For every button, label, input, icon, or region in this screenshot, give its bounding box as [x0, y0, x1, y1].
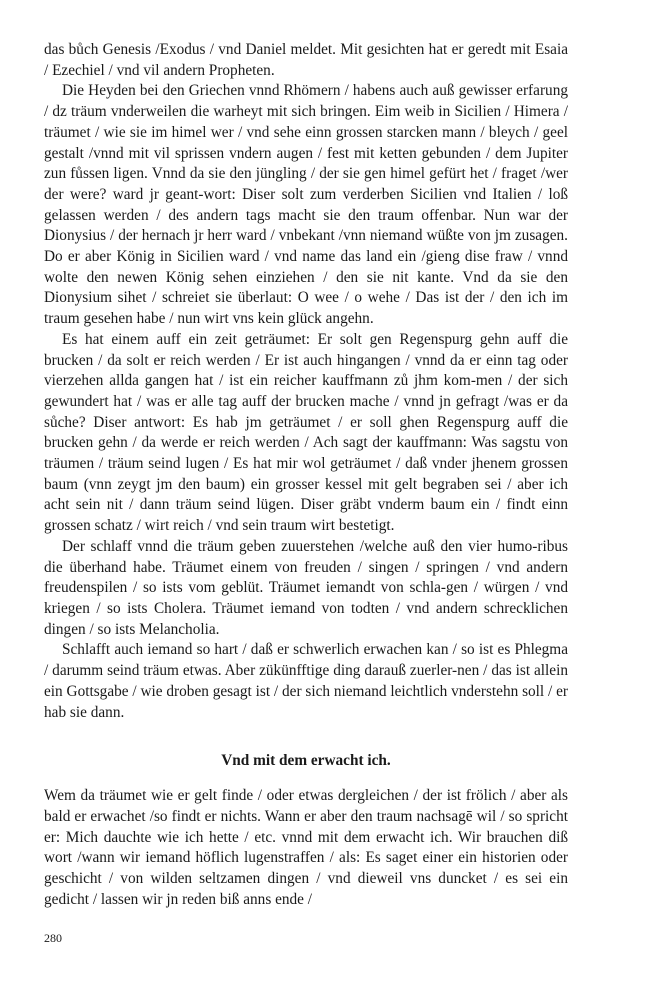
paragraph-humores: Der schlaff vnnd die träum geben zuuerstehen /welche auß den vier humo-ribus die überhand habe. Träumet einem von freuden / singen / springen / vnd andern freudenspilen / so ists vom geblüt. Träumet iemandt von schla-gen / würgen / vnd kriegen / so ists Cholera. Träumet iemand von todten / vnd andern schrecklichen dingen / so ists Melancholia. [44, 537, 568, 638]
paragraph-intro: das bůch Genesis /Exodus / vnd Daniel meldet. Mit gesichten hat er geredt mit Esaia / Ezechiel / vnd vil andern Propheten. [44, 41, 568, 79]
section-heading: Vnd mit dem erwacht ich. [221, 752, 391, 770]
paragraph-phlegma: Schlafft auch iemand so hart / daß er schwerlich erwachen kan / so ist es Phlegma / darumm seind träum etwas. Aber zükünfftige ding darauß zuerler-nen / das ist allein ein Gottsgabe / wie droben gesagt ist / der sich niemand leichtlich vnderstehn soll / er hab sie dann. [44, 641, 568, 721]
paragraph-erwacht: Wem da träumet wie er gelt finde / oder etwas dergleichen / der ist frölich / aber als bald er erwachet /so findt er nichts. Wann er aber den traum nachsagē wil / so spricht er: Mich dauchte wie ich hette / etc. vnnd mit dem erwacht ich. Wir brauchen diß wort /wann wir iemand höflich lugenstraffen / als: Es saget einer ein historien oder geschicht / von wilden seltzamen dingen / vnd dieweil vns duncket / es sei ein gedicht / lassen wir jn reden biß anns ende / [44, 787, 568, 908]
page-number: 280 [44, 931, 62, 945]
paragraph-regenspurg: Es hat einem auff ein zeit geträumet: Er solt gen Regenspurg gehn auff die brucken / da solt er reich werden / Er ist auch hingangen / vnnd da er einn tag oder vierzehen allda gangen hat / ist ein reicher kauffmann zů jhm kom-men / der sich gewundert hat / was er alle tag auff der brucken mache / vnnd jn gefragt /was er da sůche? Diser antwort: Es hab jm geträumet / er soll ghen Regenspurg auff die brucken gehn / da werde er reich werden / Ach sagt der kauffmann: Was sagstu von träumen / träum seind lugen / Es hat mir wol geträumet / daß vnder jhenem grossen baum (vnn zeygt jm den baum) ein grosser kessel mit gelt begraben sei / aber ich acht sein nit / dann träum seind lügen. Diser gräbt vnderm baum ein / findt einn grossen schatz / wirt reich / vnd sein traum wirt bestetigt. [44, 330, 568, 535]
page-body [44, 40, 568, 910]
paragraph-heyden: Die Heyden bei den Griechen vnnd Rhömern / habens auch auß gewisser erfarung / dz träum vnderweilen die warheyt mit sich bringen. Eim weib in Sicilien / Himera / träumet / wie sie im himel wer / vnd sehe einn grossen starcken mann / bleych / geel gestalt /vnnd mit vil sprissen vndern augen / fest mit ketten gebunden / dem Jupiter zun fůssen ligen. Vnnd da sie den jüngling / der sie gen himel gefürt het / fraget /wer der were? ward jr geant-wort: Diser solt zum verderben Sicilien vnd Italien / loß gelassen werden / des andern tags macht sie den traum offenbar. Nun war der Dionysius / der hernach jr herr ward / vnbekant /vnn niemand wüßte von jm zusagen. Do er aber König in Sicilien ward / vnd name das land ein /gieng dise fraw / vnnd wolte den newen König sehen einziehen / den sie nit kante. Vnd da sie den Dionysium sihet / schreiet sie überlaut: O wee / o wehe / Das ist der / den ich im traum gesehen habe / nun wirt vns kein glück angehn. [44, 82, 568, 328]
